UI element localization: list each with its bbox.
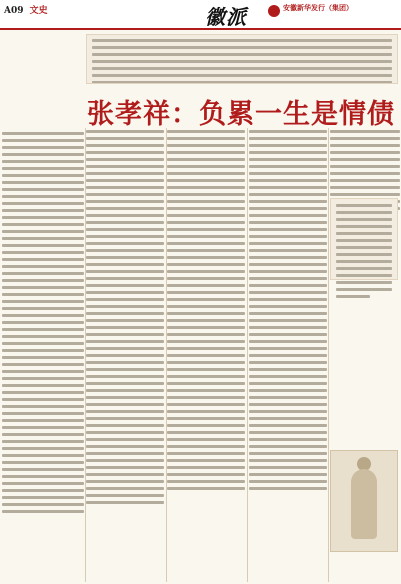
text-column-2 (86, 130, 164, 580)
section-name: 文史 (29, 6, 48, 16)
portrait-figure (351, 469, 377, 539)
sponsor-name: 安徽新华发行（集团） (283, 3, 353, 12)
column-logo: 徽派 (205, 5, 247, 29)
masthead-left (4, 3, 48, 16)
text-column-1 (2, 128, 84, 584)
column-rule (328, 128, 329, 582)
intro-box (86, 34, 398, 84)
portrait-illustration (330, 450, 398, 552)
masthead (0, 0, 401, 30)
page-code: A09 (4, 6, 24, 16)
sponsor-block (268, 3, 396, 23)
text-column-3 (167, 130, 245, 580)
text-column-4 (249, 130, 327, 580)
article-title: 张孝祥：负累一生是情债 (87, 99, 395, 130)
poem-box (330, 198, 398, 280)
sponsor-logo-icon (268, 5, 280, 17)
column-rule (247, 128, 248, 582)
